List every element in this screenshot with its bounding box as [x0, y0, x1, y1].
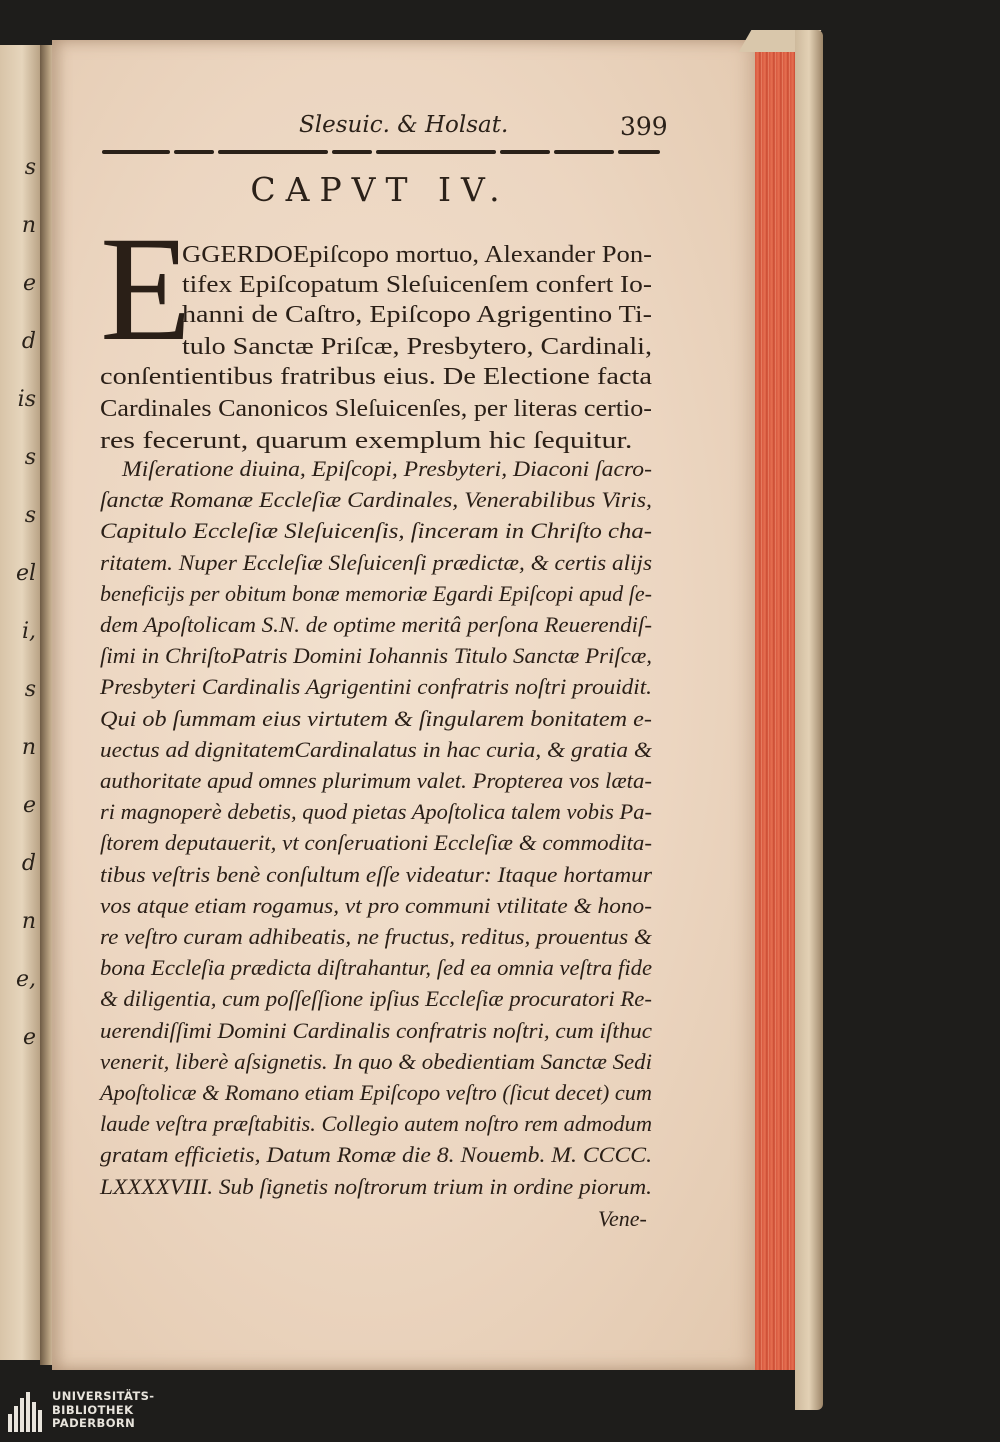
italic-text-line: ſimi in ChriſtoPatris Domini Iohannis Titulo Sanctæ Priſcæ,: [100, 643, 652, 669]
facing-page-fragment: s: [24, 445, 36, 470]
facing-page-fragment: e,: [15, 967, 36, 992]
italic-text-line: beneficijs per obitum bonæ memoriæ Egardi Epiſcopi apud ſe-: [100, 580, 652, 606]
italic-text-line: laude veſtra præſtabitis. Collegio autem noſtro rem admodum: [100, 1111, 652, 1137]
facing-page-fragment: d: [21, 329, 36, 354]
italic-text-line: ri magnoperè debetis, quod pietas Apoſtolica talem vobis Pa-: [100, 799, 652, 825]
facing-page-fragment: s: [24, 503, 36, 528]
italic-text-line: gratam efficietis, Datum Romæ die 8. Nouemb. M. CCCC.: [100, 1142, 652, 1168]
page-number: 399: [620, 112, 668, 141]
italic-text-line: ritatem. Nuper Eccleſiæ Sleſuicenſi prædictæ, & certis alijs: [100, 549, 652, 575]
italic-text-line: Qui ob ſummam eius virtutem & ſingularem bonitatem e-: [100, 705, 652, 731]
library-logo-text: [52, 1390, 154, 1431]
facing-page-fragment: n: [21, 735, 36, 760]
facing-page-fragment: s: [24, 155, 36, 180]
roman-text-line: conſentientibus fratribus eius. De Electione facta: [100, 364, 652, 390]
italic-text-line: venerit, liberè aſsignetis. In quo & obedientiam Sanctæ Sedi: [100, 1048, 652, 1074]
library-logo: [8, 1390, 308, 1438]
italic-text-line: Apoſtolicæ & Romano etiam Epiſcopo veſtro (ſicut decet) cum: [100, 1080, 652, 1105]
italic-text-line: dem Apoſtolicam S.N. de optime meritâ perſona Reuerendiſ-: [100, 612, 652, 637]
roman-text-line: Cardinales Canonicos Sleſuicenſes, per literas certio-: [100, 396, 652, 422]
italic-text-line: Capitulo Eccleſiæ Sleſuicenſis, ſinceram in Chriſto cha-: [100, 518, 652, 544]
catchword: Vene-: [598, 1206, 647, 1231]
roman-text-line: res fecerunt, quarum exemplum hic ſequitur.: [100, 428, 633, 454]
roman-text-line: hanni de Caſtro, Epiſcopo Agrigentino Ti-: [182, 302, 652, 328]
facing-page-fragment: e: [22, 1025, 36, 1050]
facing-page-fragment: e: [22, 793, 36, 818]
roman-text-line: tulo Sanctæ Priſcæ, Presbytero, Cardinali,: [182, 334, 652, 360]
italic-text-line: uectus ad dignitatemCardinalatus in hac curia, & gratia &: [100, 736, 652, 762]
facing-page-fragment: el: [15, 561, 36, 586]
drop-capital: E: [100, 206, 192, 372]
italic-text-line: tibus veſtris benè conſultum eſſe videatur: Itaque hortamur: [100, 861, 652, 887]
running-head: Slesuic. & Holsat.: [299, 112, 509, 138]
facing-page-fragment: n: [21, 213, 36, 238]
red-page-edges: [755, 50, 795, 1370]
italic-text-line: & diligentia, cum poſſeſſione ipſius Eccleſiæ procuratori Re-: [100, 986, 652, 1012]
chapter-title: CAPVT IV.: [250, 170, 510, 209]
facing-page-fragment: is: [17, 387, 36, 412]
roman-text-line: tifex Epiſcopatum Sleſuicenſem confert Io-: [182, 272, 652, 298]
facing-page-edge: [0, 45, 41, 1360]
library-logo-mark: [8, 1392, 46, 1432]
header-rule: [102, 150, 660, 155]
facing-page-fragment: d: [21, 851, 36, 876]
italic-text-line: ſtorem deputauerit, vt conſeruationi Eccleſiæ & commodita-: [100, 830, 652, 856]
italic-text-line: Miſeratione diuina, Epiſcopi, Presbyteri, Diaconi ſacro-: [122, 456, 652, 481]
italic-text-line: Presbyteri Cardinalis Agrigentini confratris noſtri prouidit.: [100, 674, 652, 700]
facing-page-fragment: i,: [21, 619, 36, 644]
italic-text-line: uerendiſſimi Domini Cardinalis confratris noſtri, cum iſthuc: [100, 1017, 652, 1043]
book-cover-edge: [795, 30, 823, 1410]
logo-line-3: PADERBORN: [52, 1416, 136, 1430]
roman-text-line: GGERDOEpiſcopo mortuo, Alexander Pon-: [182, 242, 652, 268]
italic-text-line: vos atque etiam rogamus, vt pro communi vtilitate & hono-: [100, 892, 652, 918]
logo-line-2: BIBLIOTHEK: [52, 1402, 134, 1417]
facing-page-fragment: n: [21, 909, 36, 934]
italic-text-line: LXXXXVIII. Sub ſignetis noſtrorum trium in ordine piorum.: [100, 1173, 652, 1199]
italic-text-line: bona Eccleſia prædicta diſtrahantur, ſed ea omnia veſtra fide: [100, 955, 652, 981]
facing-page-fragment: e: [22, 271, 36, 296]
facing-page-fragment: s: [24, 677, 36, 702]
italic-text-line: ſanctæ Romanæ Eccleſiæ Cardinales, Venerabilibus Viris,: [100, 487, 652, 513]
logo-line-1: UNIVERSITÄTS-: [52, 1389, 155, 1403]
italic-text-line: re veſtro curam adhibeatis, ne fructus, reditus, prouentus &: [100, 924, 652, 949]
italic-text-line: authoritate apud omnes plurimum valet. Propterea vos læta-: [100, 768, 652, 793]
